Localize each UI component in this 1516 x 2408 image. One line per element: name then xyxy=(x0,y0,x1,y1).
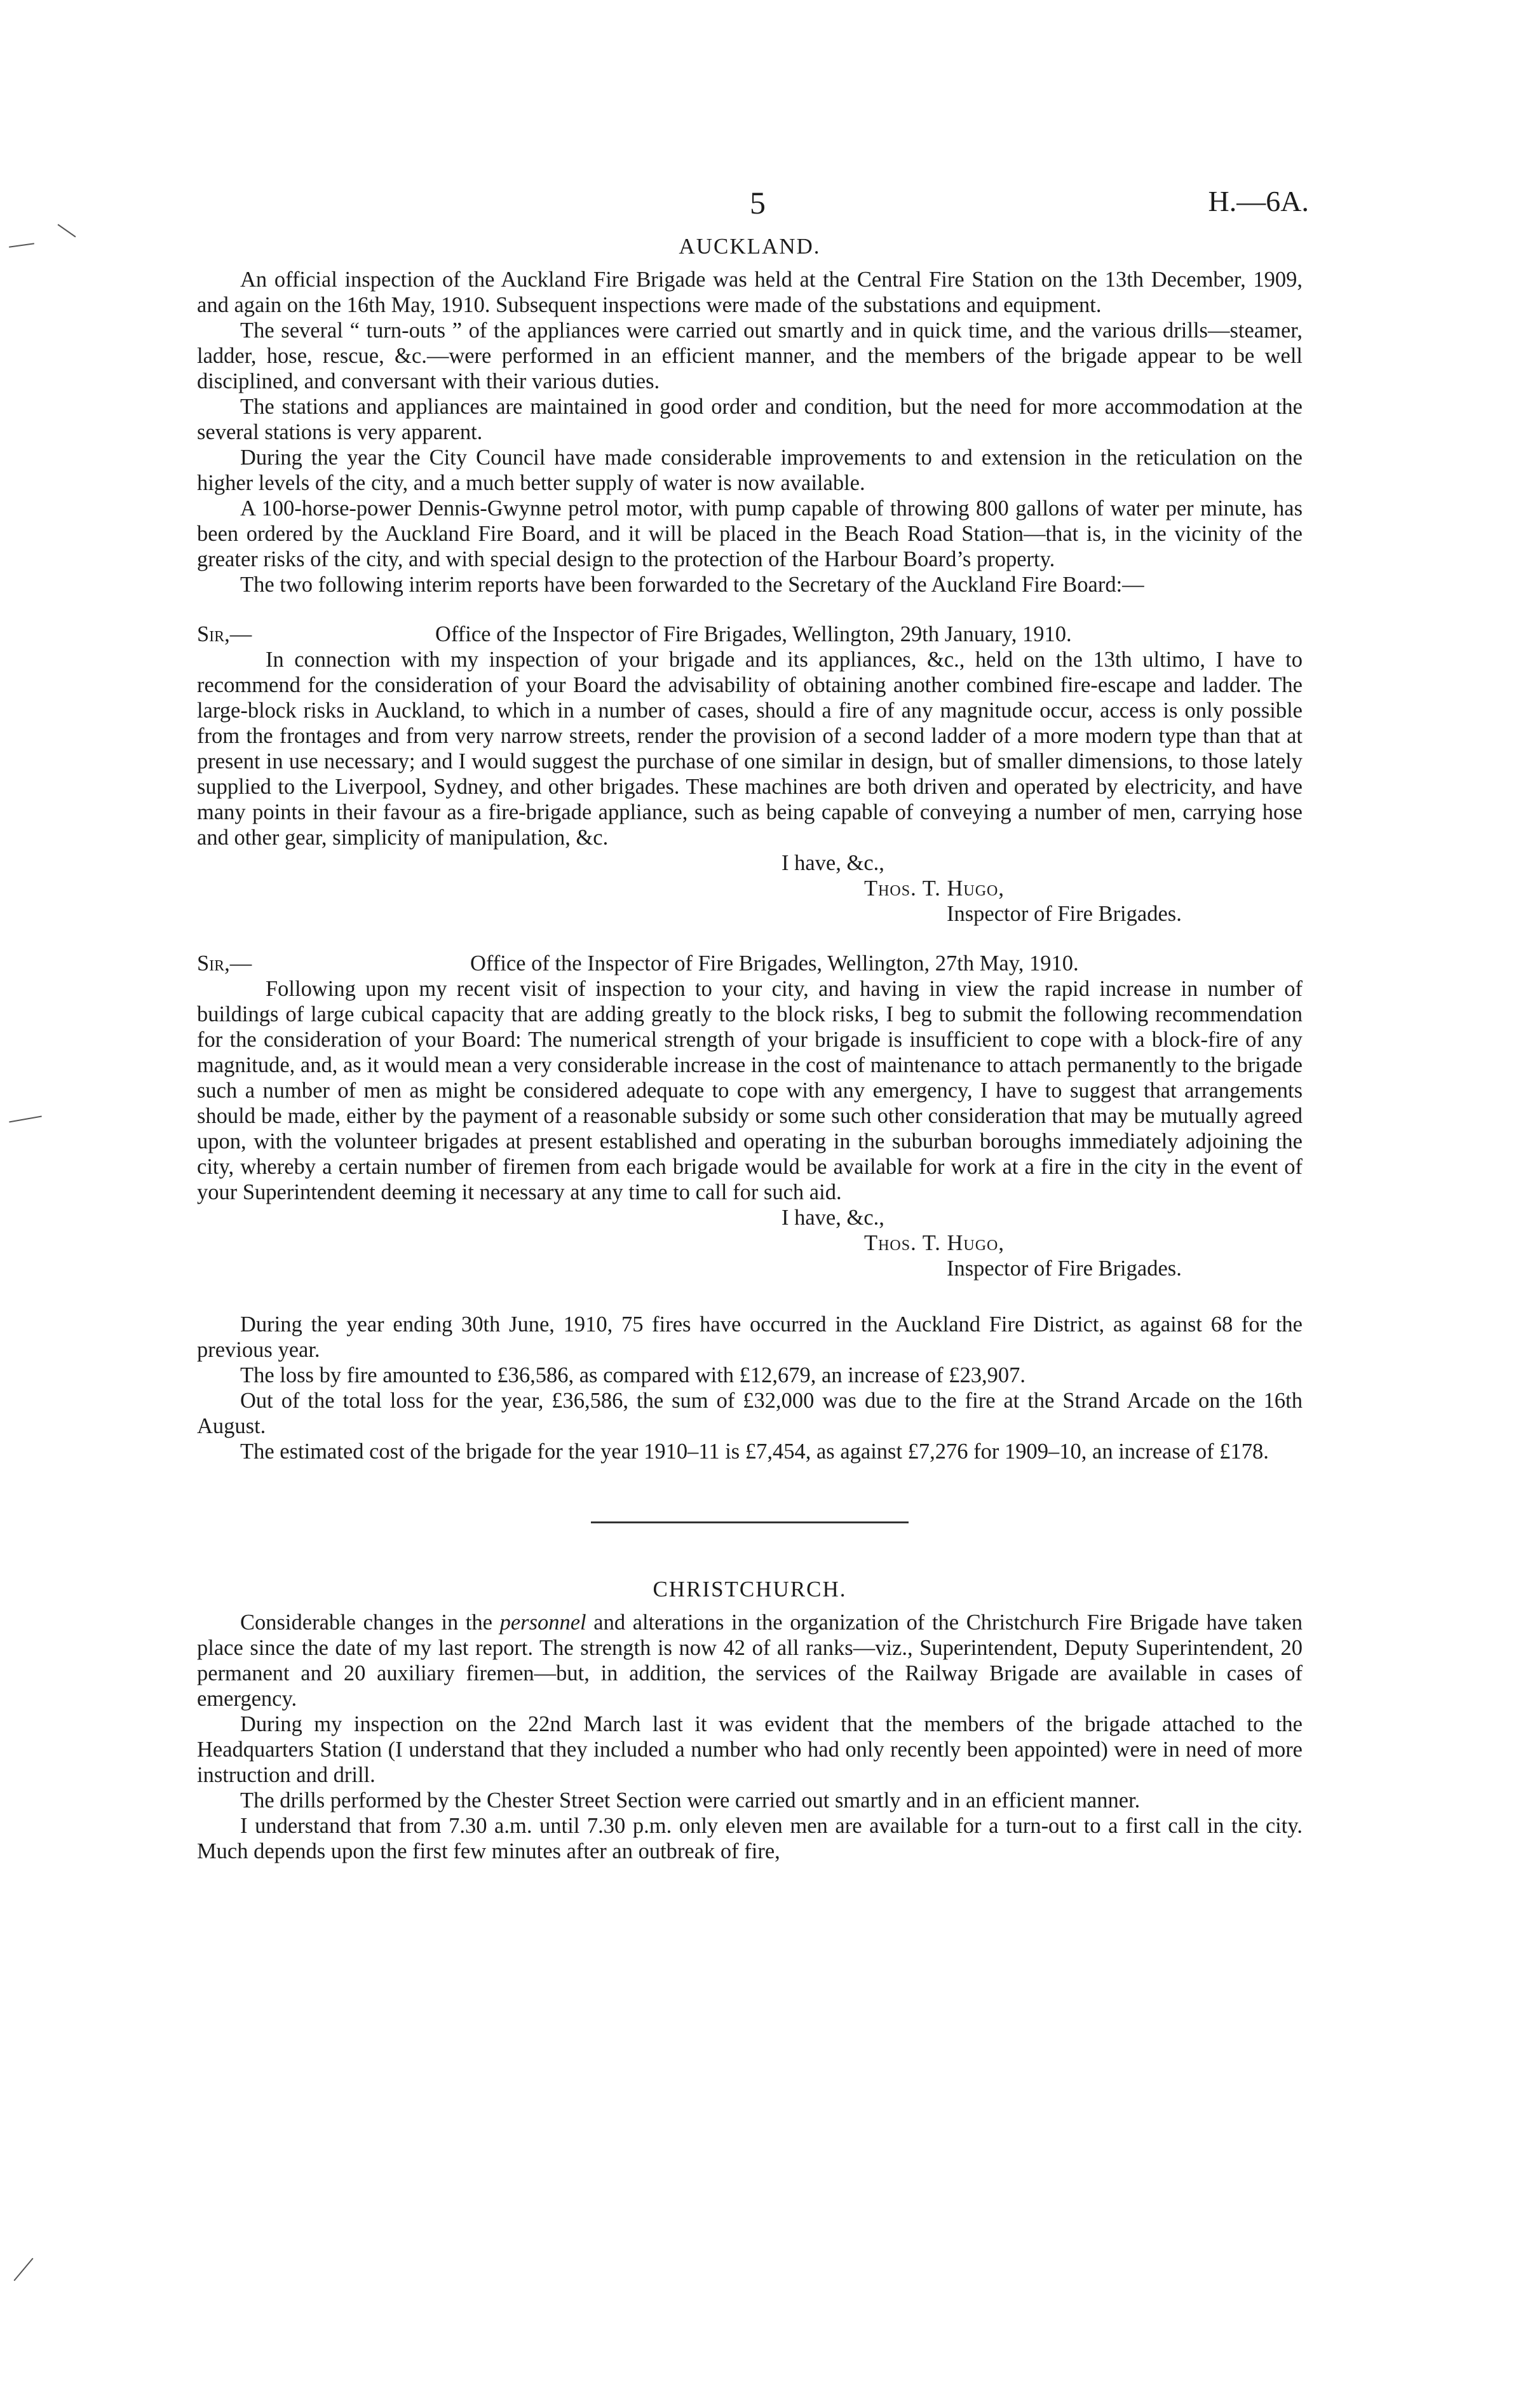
report-code: H.—6A. xyxy=(1208,185,1309,217)
document-page xyxy=(197,184,1309,1864)
letter-address: Office of the Inspector of Fire Brigades, Wellington, 27th May, 1910. xyxy=(470,951,1079,976)
letter-closing: I have, &c., xyxy=(782,851,884,875)
signatory-name: Thos. T. Hugo, xyxy=(864,876,1005,901)
signatory-name: Thos. T. Hugo, xyxy=(864,1231,1005,1255)
letter-closing: I have, &c., xyxy=(782,1206,884,1230)
italic-term: personnel xyxy=(499,1610,586,1635)
paragraph: The drills performed by the Chester Street Section were carried out smartly and in an efficient manner. xyxy=(240,1788,1140,1813)
paragraph: The several “ turn-outs ” of the appliances were carried out smartly and in quick time, and the various drills—steamer, ladder, hose, rescue, &c.—were performed in an efficient manner, and the members of the brigade appear to be well disciplined, and conversant with their various duties. xyxy=(197,318,1303,393)
letter-salutation: Sir,— xyxy=(197,622,252,646)
letter-may xyxy=(197,951,1303,1281)
letter-address: Office of the Inspector of Fire Brigades, Wellington, 29th January, 1910. xyxy=(435,622,1072,646)
signatory-title: Inspector of Fire Brigades. xyxy=(947,902,1182,926)
section-heading-christchurch: CHRISTCHURCH. xyxy=(653,1577,847,1602)
paragraph: Out of the total loss for the year, £36,586, the sum of £32,000 was due to the fire at the Strand Arcade on the 16th August. xyxy=(197,1389,1303,1438)
margin-mark xyxy=(9,243,34,248)
letter-salutation: Sir,— xyxy=(197,951,252,976)
paragraph: A 100-horse-power Dennis-Gwynne petrol motor, with pump capable of throwing 800 gallons of water per minute, has been ordered by the Auckland Fire Board, and it will be placed in the Beach Road Station—that is, in the vicinity of the greater risks of the city, and with special design to the protection of the Harbour Board’s property. xyxy=(197,496,1303,571)
text-run: Considerable changes in the xyxy=(240,1610,500,1635)
paragraph: The loss by fire amounted to £36,586, as compared with £12,679, an increase of £23,907. xyxy=(240,1363,1025,1387)
auckland-statistics xyxy=(197,1312,1303,1464)
paragraph: I understand that from 7.30 a.m. until 7.30 p.m. only eleven men are available for a turn-out to a first call in the city. Much depends upon the first few minutes after an outbreak of fire, xyxy=(197,1814,1303,1863)
letter-body: Following upon my recent visit of inspection to your city, and having in view the rapid increase in number of buildings of large cubical capacity that are adding greatly to the block risks, I beg to submit the following recommendation for the consideration of your Board: The numerical strength of your brigade is insufficient to cope with a block-fire of any magnitude, and, as it would mean a very considerable increase in the cost of maintenance to attach permanently to the brigade such a number of men as might be considered adequate to cope with any emergency, I have to suggest that arrangements should be made, either by the payment of a reasonable subsidy or some such other consideration that may be mutually agreed upon, with the volunteer brigades at present established and operating in the suburban boroughs immediately adjoining the city, whereby a certain number of firemen from each brigade would be available for work at a fire in the city in the event of your Superintendent deeming it necessary at any time to call for such aid. xyxy=(197,977,1303,1204)
paragraph: During the year ending 30th June, 1910, 75 fires have occurred in the Auckland Fire District, as against 68 for the previous year. xyxy=(197,1312,1303,1362)
christchurch-section xyxy=(197,1577,1303,1864)
letter-signature-block xyxy=(197,850,1303,927)
text-run: and alterations in the organization of the Christchurch Fire Brigade have taken place since the date of my last report. The strength is now 42 of all ranks—viz., Superintendent, Deputy Superintendent, 20 permanent and 20 auxiliary firemen—but, in addition, the services of the Railway Brigade are available in cases of emergency. xyxy=(197,1610,1303,1711)
paragraph: An official inspection of the Auckland Fire Brigade was held at the Central Fire Station on the 13th December, 1909, and again on the 16th May, 1910. Subsequent inspections were made of the substations and equipment. xyxy=(197,268,1303,317)
paragraph: The stations and appliances are maintained in good order and condition, but the need for more accommodation at the several stations is very apparent. xyxy=(197,395,1303,444)
page-number: 5 xyxy=(750,185,766,221)
margin-mark xyxy=(13,2258,33,2282)
running-head xyxy=(197,184,1309,229)
letter-january xyxy=(197,622,1303,927)
paragraph: During the year the City Council have made considerable improvements to and extension in the reticulation on the higher levels of the city, and a much better supply of water is now available. xyxy=(197,446,1303,495)
paragraph: During my inspection on the 22nd March last it was evident that the members of the brigade attached to the Headquarters Station (I understand that they included a number who had only recently been appointed) were in need of more instruction and drill. xyxy=(197,1712,1303,1787)
letter-body: In connection with my inspection of your brigade and its appliances, &c., held on the 13th ultimo, I have to recommend for the consideration of your Board the advisability of obtaining another combined fire-escape and ladder. The large-block risks in Auckland, to which in a number of cases, should a fire of any magnitude occur, access is only possible from the frontages and from very narrow streets, render the provision of a second ladder of a more modern type than that at present in use necessary; and I would suggest the purchase of one similar in design, but of smaller dimensions, to those lately supplied to the Liverpool, Sydney, and other brigades. These machines are both driven and operated by electricity, and have many points in their favour as a fire-brigade appliance, such as being capable of conveying a number of men, carrying hose and other gear, simplicity of manipulation, &c. xyxy=(197,648,1303,850)
paragraph: The estimated cost of the brigade for the year 1910–11 is £7,454, as against £7,276 for 1909–10, an increase of £178. xyxy=(240,1439,1269,1464)
paragraph: The two following interim reports have been forwarded to the Secretary of the Auckland Fire Board:— xyxy=(240,573,1144,597)
margin-mark xyxy=(58,224,76,237)
signatory-title: Inspector of Fire Brigades. xyxy=(947,1256,1182,1281)
paragraph xyxy=(197,1610,1303,1711)
letter-signature-block xyxy=(197,1205,1303,1281)
section-divider xyxy=(591,1521,909,1523)
auckland-section xyxy=(197,234,1303,1464)
margin-mark xyxy=(9,1116,42,1123)
section-heading-auckland: AUCKLAND. xyxy=(679,234,821,259)
